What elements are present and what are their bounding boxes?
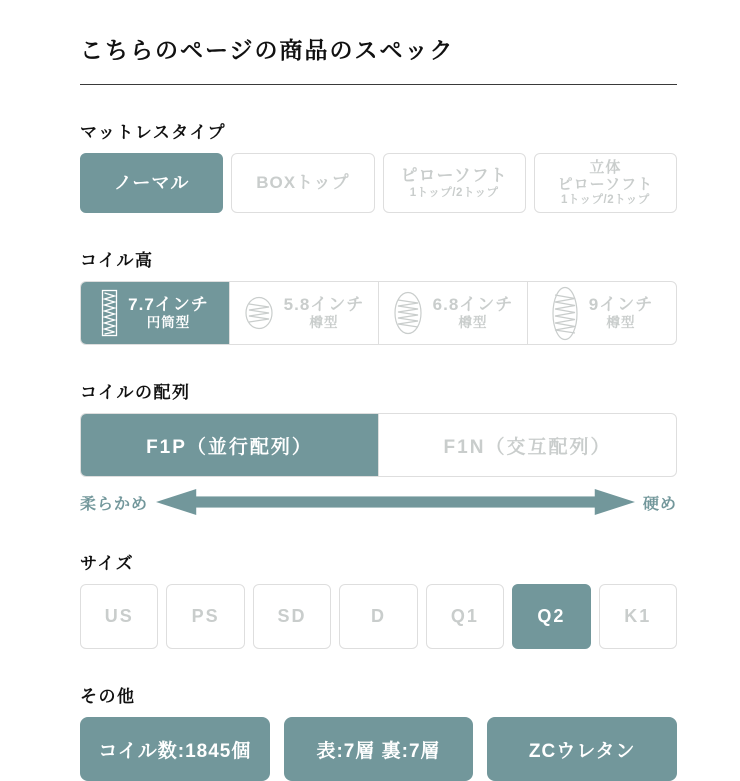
option-label-line1: 立体 — [589, 158, 622, 176]
coil-height-sublabel: 樽型 — [606, 315, 636, 331]
size-option-d[interactable] — [339, 584, 417, 649]
size-label: Q1 — [450, 606, 479, 627]
size-label: K1 — [624, 606, 652, 627]
size-option-sd[interactable] — [253, 584, 331, 649]
size-label: D — [370, 606, 386, 627]
coil-height-label: 7.7インチ — [128, 294, 209, 314]
coil-layout-label: F1N（交互配列） — [443, 436, 612, 458]
barrel-coil-small-icon — [244, 296, 274, 330]
layer-count-badge — [284, 717, 474, 781]
section-label-other: その他 — [80, 687, 136, 706]
mattress-type-options — [80, 153, 677, 213]
size-option-us[interactable] — [80, 584, 158, 649]
coil-count-badge — [80, 717, 270, 781]
coil-height-label: 5.8インチ — [283, 294, 365, 314]
section-label-mattress-type: マットレスタイプ — [80, 123, 226, 142]
section-label-coil-height: コイル高 — [80, 251, 154, 270]
option-sublabel: 1トップ/2トップ — [560, 194, 650, 207]
firmness-firm-label: 硬め — [642, 495, 677, 513]
cylinder-coil-icon — [101, 289, 118, 337]
size-options — [80, 584, 677, 649]
coil-height-options — [80, 281, 677, 345]
section-label-coil-layout: コイルの配列 — [80, 383, 191, 402]
size-label: SD — [277, 606, 307, 627]
mattress-type-option-normal[interactable] — [80, 153, 223, 213]
option-label: ノーマル — [113, 172, 190, 193]
size-label: US — [104, 606, 134, 627]
coil-height-label: 9インチ — [588, 294, 654, 314]
urethane-badge — [487, 717, 677, 781]
coil-layout-option-f1p[interactable] — [81, 414, 378, 476]
barrel-coil-large-icon — [551, 286, 579, 341]
option-label: ピローソフト — [400, 166, 508, 186]
urethane-label: ZCウレタン — [528, 740, 636, 762]
firmness-scale — [80, 488, 677, 516]
option-label: BOXトップ — [256, 173, 350, 193]
barrel-coil-medium-icon — [393, 291, 423, 335]
size-option-k1[interactable] — [599, 584, 677, 649]
size-option-ps[interactable] — [166, 584, 244, 649]
coil-height-sublabel: 樽型 — [309, 315, 339, 331]
coil-layout-options — [80, 413, 677, 477]
firmness-arrow-icon — [156, 489, 635, 515]
size-option-q2[interactable] — [512, 584, 590, 649]
coil-height-option-5-8inch[interactable] — [229, 282, 378, 344]
firmness-soft-label: 柔らかめ — [80, 495, 149, 513]
coil-height-option-7-7inch[interactable] — [81, 282, 229, 344]
coil-height-option-6-8inch[interactable] — [378, 282, 527, 344]
coil-height-sublabel: 円筒型 — [146, 315, 191, 331]
size-label: PS — [191, 606, 220, 627]
option-label: ピローソフト — [557, 175, 654, 193]
coil-layout-option-f1n[interactable] — [378, 414, 676, 476]
coil-layout-label: F1P（並行配列） — [146, 436, 313, 458]
size-label: Q2 — [537, 606, 566, 627]
size-option-q1[interactable] — [426, 584, 504, 649]
option-sublabel: 1トップ/2トップ — [409, 186, 499, 199]
page-title: こちらのページの商品のスペック — [80, 30, 677, 85]
coil-height-sublabel: 樽型 — [458, 315, 488, 331]
coil-count-label: コイル数:1845個 — [98, 740, 252, 762]
section-label-size: サイズ — [80, 554, 135, 573]
other-specs — [80, 717, 677, 781]
mattress-type-option-box-top[interactable] — [231, 153, 374, 213]
mattress-type-option-pillow-soft[interactable] — [383, 153, 526, 213]
mattress-type-option-3d-pillow-soft[interactable] — [534, 153, 677, 213]
layer-count-label: 表:7層 裏:7層 — [316, 740, 441, 762]
coil-height-label: 6.8インチ — [432, 294, 514, 314]
coil-height-option-9inch[interactable] — [527, 282, 676, 344]
